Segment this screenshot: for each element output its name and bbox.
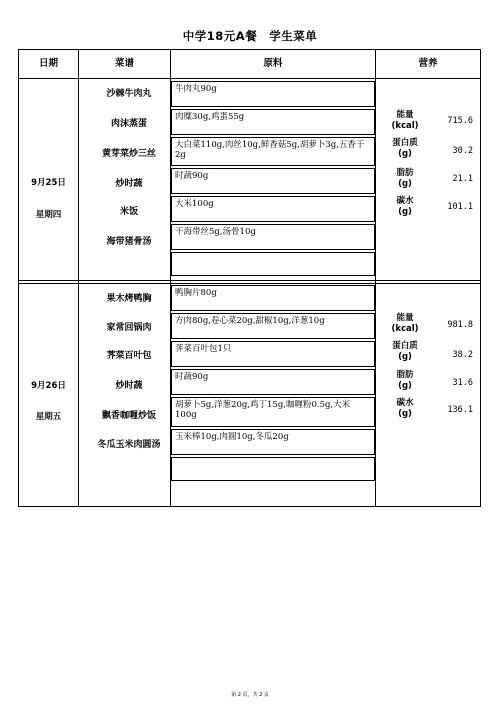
- day-weekday: 星期五: [35, 412, 62, 422]
- header-divider: [19, 78, 480, 79]
- dish-name: 米饭: [119, 207, 138, 217]
- nutrition-name: 碳水: [396, 398, 414, 408]
- ingredient-text: 方肉80g,卷心菜20g,甜椒10g,洋葱10g: [175, 316, 325, 326]
- dish-name: 冬瓜玉米肉圆汤: [97, 440, 161, 450]
- ingredient-text: 肉糜30g,鸡蛋55g: [175, 112, 245, 122]
- nutrition-value: 30.2: [452, 146, 473, 156]
- nutrition-name: 脂肪: [396, 370, 414, 380]
- ingredient-cell: [171, 429, 375, 455]
- nutrition-label: [381, 398, 429, 420]
- ingredient-cell: [171, 81, 375, 107]
- ingredient-cell: [171, 224, 375, 250]
- dish-name: 果木烤鸭胸: [106, 294, 152, 304]
- ingredient-cell-empty: [171, 252, 375, 276]
- nutrition-label: [381, 110, 429, 132]
- nutrition-name: 蛋白质: [392, 138, 418, 148]
- ingredient-cell: [171, 369, 375, 395]
- column-divider: [375, 50, 376, 506]
- nutrition-unit: (kcal): [391, 324, 419, 334]
- nutrition-value: 136.1: [447, 405, 473, 415]
- page-title: 中学18元A餐 学生菜单: [182, 29, 318, 43]
- nutrition-name: 能量: [396, 110, 414, 120]
- dish-name: 家常回锅肉: [106, 323, 152, 333]
- nutrition-label: [381, 168, 429, 190]
- ingredient-text: 牛肉丸90g: [175, 84, 217, 94]
- dish-name: 荠菜百叶包: [106, 351, 152, 361]
- nutrition-value: 31.6: [452, 378, 473, 388]
- ingredient-text: 干海带丝5g,汤骨10g: [175, 227, 256, 237]
- nutrition-unit: (g): [398, 149, 412, 159]
- header-ingredients: 原料: [263, 58, 283, 69]
- page-footer: 第 2 页，共 2 页: [231, 692, 269, 698]
- nutrition-name: 脂肪: [396, 168, 414, 178]
- nutrition-unit: (g): [398, 409, 412, 419]
- nutrition-unit: (g): [398, 352, 412, 362]
- header-nutrition: 营养: [418, 58, 438, 69]
- ingredient-cell: [171, 397, 375, 427]
- nutrition-unit: (g): [398, 381, 412, 391]
- header-menu: 菜谱: [114, 58, 134, 69]
- nutrition-label: [381, 370, 429, 392]
- ingredient-cell: [171, 109, 375, 135]
- dish-name: 肉沫蒸蛋: [110, 119, 147, 129]
- nutrition-label: [381, 138, 429, 160]
- ingredient-cell: [171, 196, 375, 222]
- nutrition-value: 715.6: [447, 116, 473, 126]
- day-date: 9月26日: [31, 381, 66, 391]
- ingredient-text: 玉米棒10g,肉圆10g,冬瓜20g: [175, 432, 289, 442]
- ingredient-text: 时蔬90g: [175, 171, 209, 181]
- ingredient-cell: [171, 137, 375, 166]
- dish-name: 沙棘牛肉丸: [106, 89, 152, 99]
- header-date: 日期: [38, 58, 58, 69]
- ingredient-text: 荠菜百叶包1只: [175, 344, 232, 354]
- day-date: 9月25日: [31, 178, 66, 188]
- nutrition-value: 981.8: [447, 320, 473, 330]
- nutrition-unit: (g): [398, 207, 412, 217]
- ingredient-text: 大米100g: [175, 199, 214, 209]
- dish-name: 飘香咖喱炒饭: [101, 411, 156, 421]
- dish-name: 炒时蔬: [115, 381, 143, 391]
- nutrition-unit: (kcal): [391, 121, 419, 131]
- nutrition-name: 蛋白质: [392, 341, 418, 351]
- day-weekday: 星期四: [35, 210, 62, 220]
- ingredient-cell: [171, 341, 375, 367]
- day-divider: [19, 280, 480, 281]
- ingredient-cell-empty: [171, 457, 375, 481]
- dish-name: 海带猪骨汤: [106, 237, 152, 247]
- day-divider: [19, 283, 480, 284]
- dish-name: 黄芽菜炒三丝: [101, 149, 156, 159]
- ingredient-text: 胡萝卜5g,洋葱20g,鸡丁15g,咖喱粉0.5g,大米100g: [175, 400, 351, 420]
- nutrition-name: 能量: [396, 313, 414, 323]
- ingredient-text: 鸭胸片80g: [175, 288, 217, 298]
- ingredient-cell: [171, 285, 375, 311]
- ingredient-cell: [171, 168, 375, 194]
- nutrition-label: [381, 196, 429, 218]
- ingredient-text: 时蔬90g: [175, 372, 209, 382]
- nutrition-unit: (g): [398, 179, 412, 189]
- ingredient-text: 大白菜110g,肉丝10g,鲜香菇5g,胡萝卜3g,五香干2g: [175, 140, 365, 160]
- nutrition-value: 38.2: [452, 350, 473, 360]
- nutrition-label: [381, 341, 429, 363]
- nutrition-name: 碳水: [396, 196, 414, 206]
- ingredient-cell: [171, 313, 375, 339]
- nutrition-label: [381, 313, 429, 335]
- menu-table: [18, 49, 481, 507]
- nutrition-value: 101.1: [447, 202, 473, 212]
- nutrition-value: 21.1: [452, 174, 473, 184]
- dish-name: 炒时蔬: [115, 179, 143, 189]
